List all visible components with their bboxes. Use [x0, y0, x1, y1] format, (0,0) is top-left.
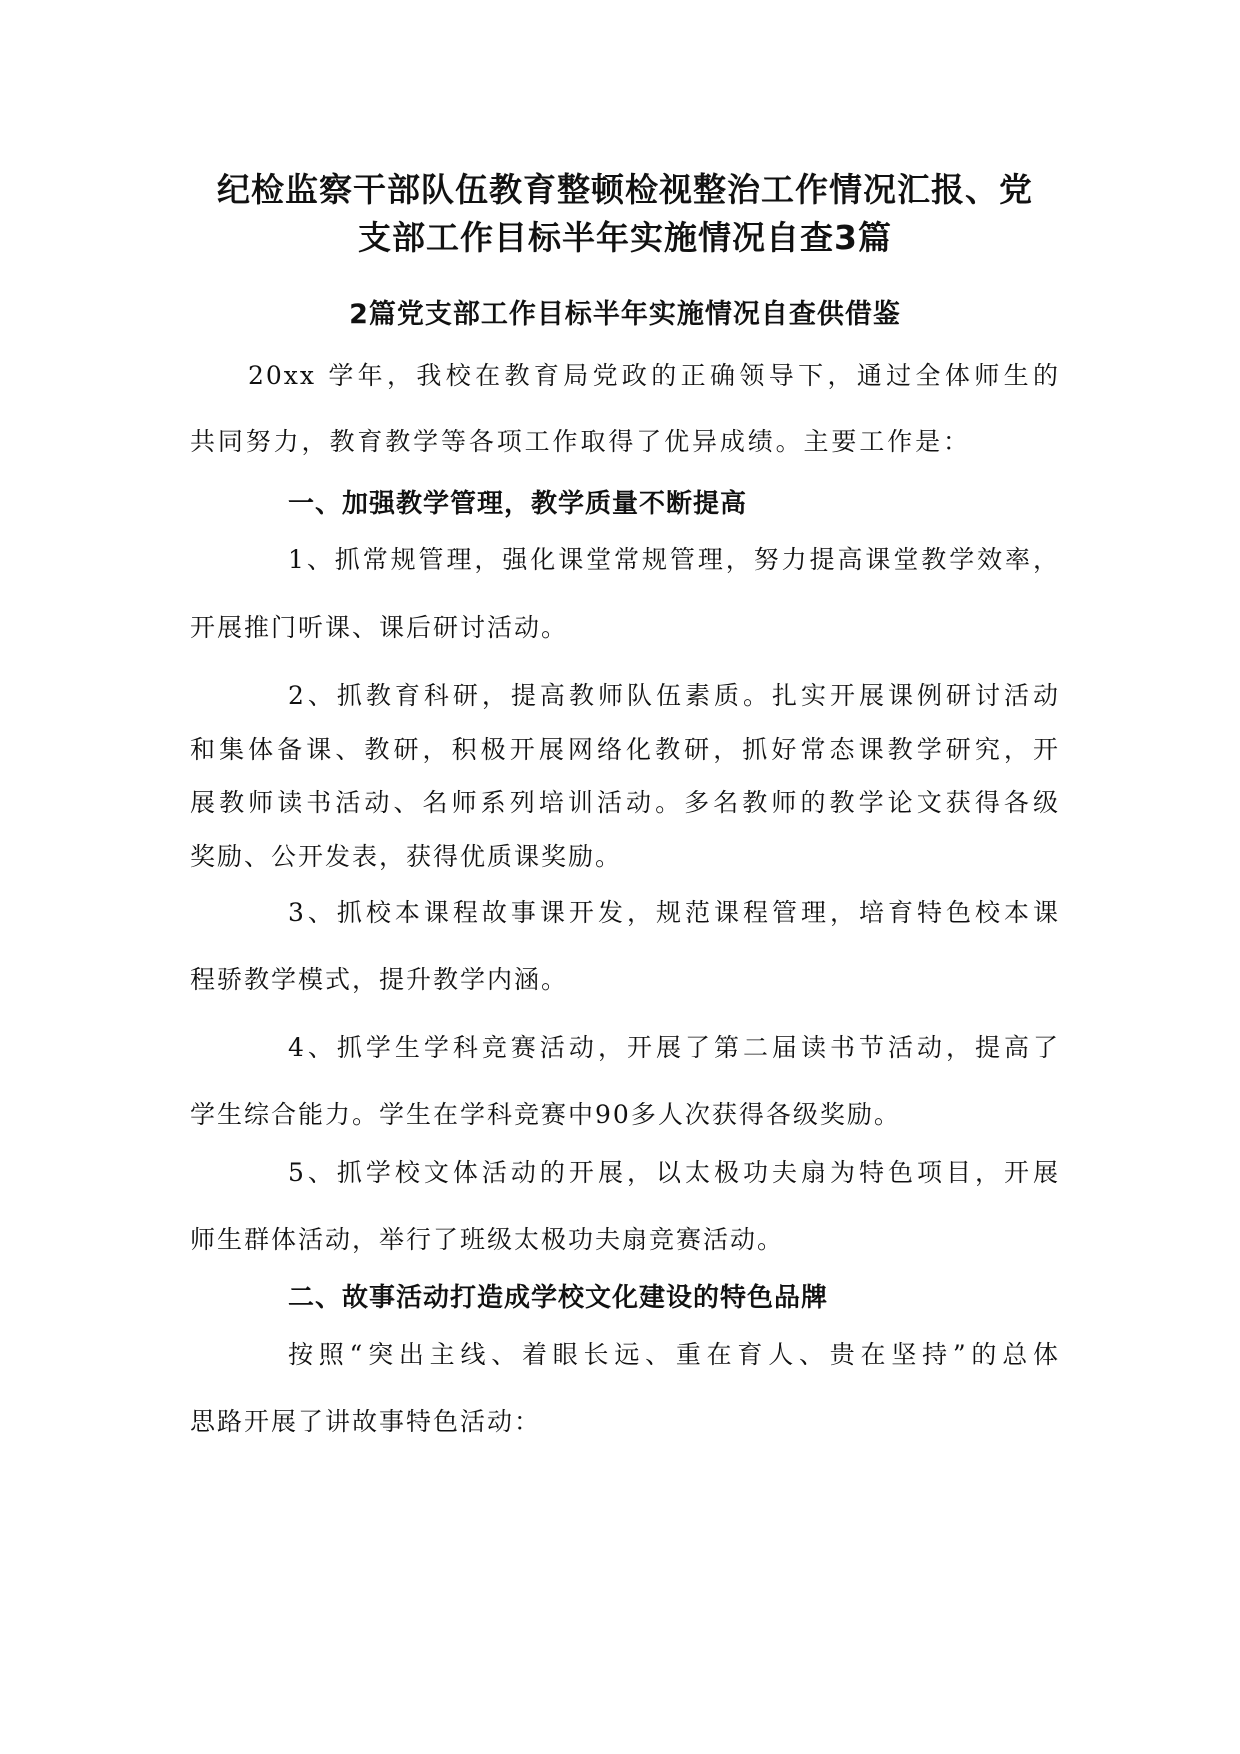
item-1-line-2: 开展推门听课、课后研讨活动。	[190, 613, 569, 642]
item-2-line-2: 和集体备课、教研，积极开展网络化教研，抓好常态课教学研究，开	[190, 735, 1060, 764]
section-2-para-line-2: 思路开展了讲故事特色活动：	[190, 1407, 542, 1436]
item-5-line-2: 师生群体活动，举行了班级太极功夫扇竞赛活动。	[190, 1225, 785, 1254]
item-1-line-1: 1、抓常规管理，强化课堂常规管理，努力提高课堂教学效率，	[288, 545, 1060, 574]
document-subtitle: 2篇党支部工作目标半年实施情况自查供借鉴	[349, 299, 901, 330]
item-3-line-1: 3、抓校本课程故事课开发，规范课程管理，培育特色校本课	[288, 898, 1060, 927]
section-1-heading: 一、加强教学管理，教学质量不断提高	[288, 489, 748, 519]
intro-line-1: 20xx 学年，我校在教育局党政的正确领导下，通过全体师生的	[248, 361, 1060, 390]
document-title-line-1: 纪检监察干部队伍教育整顿检视整治工作情况汇报、党	[217, 170, 1033, 209]
item-2-line-3: 展教师读书活动、名师系列培训活动。多名教师的教学论文获得各级	[190, 788, 1060, 817]
section-2-heading: 二、故事活动打造成学校文化建设的特色品牌	[288, 1283, 829, 1313]
item-2-line-1: 2、抓教育科研，提高教师队伍素质。扎实开展课例研讨活动	[288, 681, 1060, 710]
item-3-line-2: 程骄教学模式，提升教学内涵。	[190, 965, 569, 994]
item-4-line-2: 学生综合能力。学生在学科竞赛中90多人次获得各级奖励。	[190, 1100, 901, 1129]
document-title-line-2: 支部工作目标半年实施情况自查3篇	[358, 218, 892, 257]
section-2-para-line-1: 按照“突出主线、着眼长远、重在育人、贵在坚持”的总体	[288, 1340, 1060, 1369]
item-2-line-4: 奖励、公开发表，获得优质课奖励。	[190, 842, 623, 871]
item-5-line-1: 5、抓学校文体活动的开展，以太极功夫扇为特色项目，开展	[288, 1158, 1060, 1187]
item-4-line-1: 4、抓学生学科竞赛活动，开展了第二届读书节活动，提高了	[288, 1033, 1060, 1062]
intro-line-2: 共同努力，教育教学等各项工作取得了优异成绩。主要工作是：	[190, 427, 970, 456]
